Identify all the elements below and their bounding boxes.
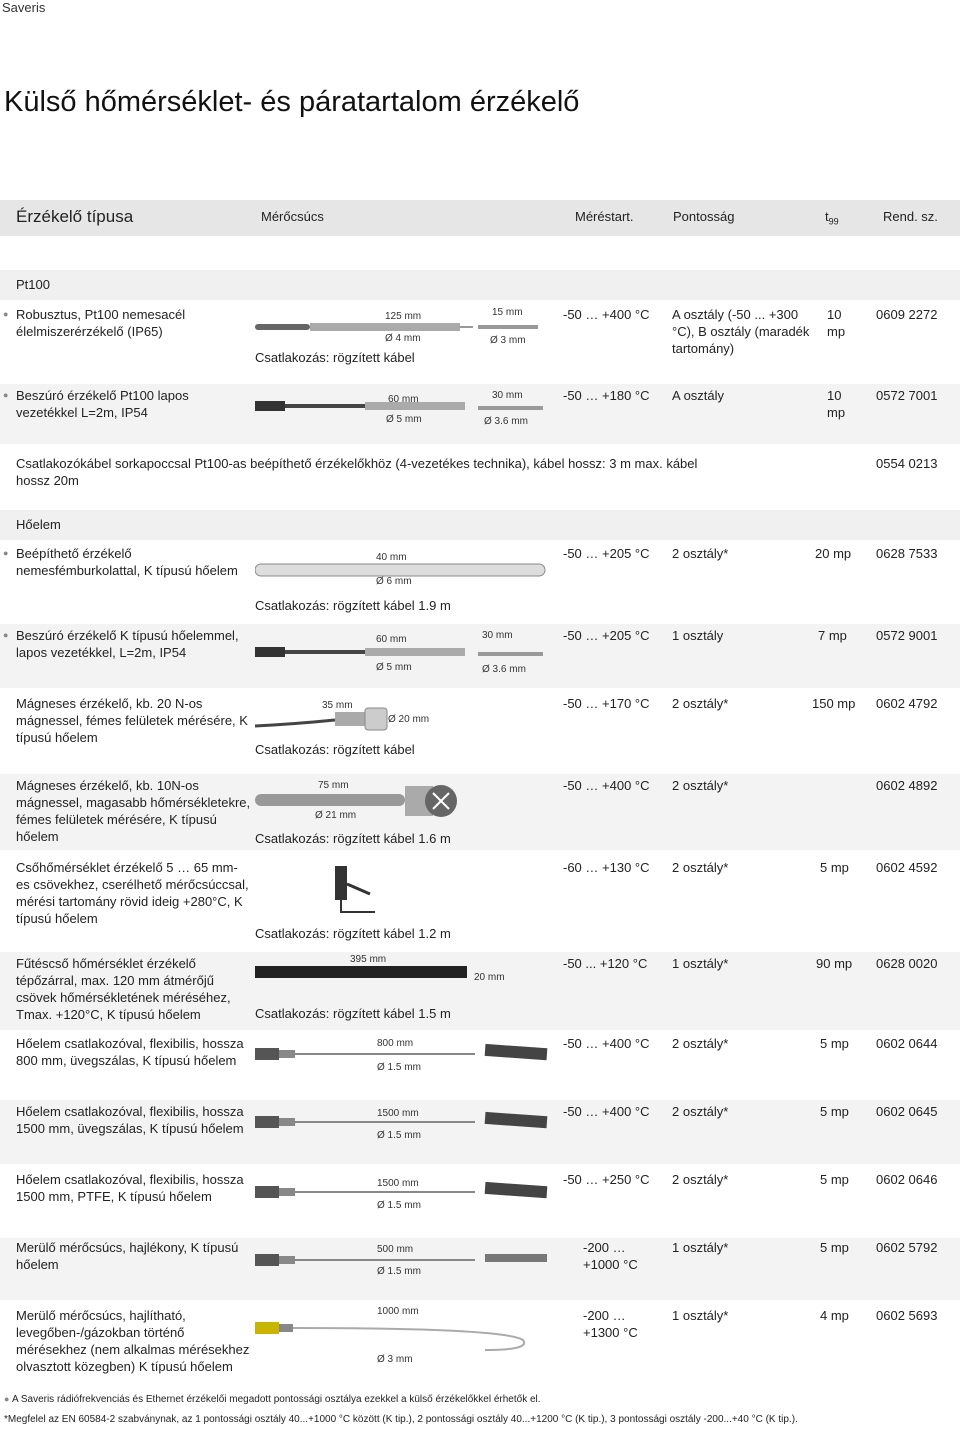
dim-diameter: Ø 1.5 mm xyxy=(377,1266,421,1277)
dim-diameter: Ø 1.5 mm xyxy=(377,1200,421,1211)
response-time: 5 mp xyxy=(820,1104,849,1119)
page-title: Külső hőmérséklet- és páratartalom érzékelő xyxy=(4,86,580,118)
order-number: 0602 5693 xyxy=(876,1308,938,1323)
accuracy: 1 osztály* xyxy=(672,1240,729,1255)
measuring-range: -50 … +400 °C xyxy=(563,1104,650,1119)
response-time: 5 mp xyxy=(820,1172,849,1187)
row-name: Fűtéscső hőmérséklet érzékelő tépőzárral, max. 120 mm átmérőjű csövek hőmérsékletének méréséhez, Tmax. +120°C, K típusú hőelem xyxy=(16,956,231,1022)
dim-diameter: Ø 20 mm xyxy=(388,714,430,725)
connection-label: Csatlakozás: rögzített kábel 1.6 m xyxy=(255,831,451,846)
order-number: 0628 7533 xyxy=(876,546,938,561)
table-row xyxy=(0,542,960,618)
probe-image xyxy=(255,396,470,416)
measuring-range: -50 … +400 °C xyxy=(563,778,650,793)
dim-diameter: Ø 1.5 mm xyxy=(377,1062,421,1073)
table-row xyxy=(0,1100,960,1164)
brand-label: Saveris xyxy=(2,0,46,15)
probe-image xyxy=(255,317,475,337)
header-range: Méréstart. xyxy=(575,209,634,224)
row-name: Hőelem csatlakozóval, flexibilis, hossza 1500 mm, üvegszálas, K típusú hőelem xyxy=(16,1104,244,1136)
row-name: Mágneses érzékelő, kb. 10N-os mágnessel, magasabb hőmérsékletekre, fémes felületek mérésére, K típusú hőelem xyxy=(16,778,251,844)
accuracy: 2 osztály* xyxy=(672,1172,729,1187)
wifi-dot-icon: ● xyxy=(3,548,9,558)
row-name: Csatlakozókábel sorkapoccsal Pt100-as beépíthető érzékelőkhöz (4-vezetékes technika), kábel hossz: 3 m max. kábel hossz 20m xyxy=(16,456,698,488)
table-row xyxy=(0,694,960,764)
dim-strap-width: 20 mm xyxy=(474,972,505,983)
table-row xyxy=(0,952,960,1030)
table-row xyxy=(0,624,960,688)
header-order: Rend. sz. xyxy=(883,209,938,224)
wifi-dot-icon: ● xyxy=(3,309,9,319)
measuring-range: -50 … +250 °C xyxy=(563,1172,650,1187)
dim-diameter: Ø 21 mm xyxy=(315,810,357,821)
accuracy: 2 osztály* xyxy=(672,696,729,711)
order-number: 0628 0020 xyxy=(876,956,938,971)
accuracy: A osztály xyxy=(672,388,725,403)
dim-length: 35 mm xyxy=(322,700,353,711)
dim-tip-length: 30 mm xyxy=(492,390,523,401)
measuring-range: -60 … +130 °C xyxy=(563,860,650,875)
measuring-range: -50 … +205 °C xyxy=(563,546,650,561)
measuring-range: -50 ... +120 °C xyxy=(563,956,648,971)
measuring-range: -50 … +180 °C xyxy=(563,388,650,403)
order-number: 0554 0213 xyxy=(876,456,938,471)
order-number: 0602 4592 xyxy=(876,860,938,875)
dim-diameter: Ø 5 mm xyxy=(386,414,422,425)
dim-length: 125 mm xyxy=(385,311,422,322)
connection-label: Csatlakozás: rögzített kábel 1.9 m xyxy=(255,598,451,613)
order-number: 0602 4792 xyxy=(876,696,938,711)
measuring-range: -200 … +1000 °C xyxy=(583,1240,638,1272)
measuring-range: -50 … +400 °C xyxy=(563,1036,650,1051)
header-accuracy: Pontosság xyxy=(673,209,735,224)
accuracy: 2 osztály* xyxy=(672,1036,729,1051)
row-name: ● Beszúró érzékelő Pt100 lapos vezetékkel L=2m, IP54 xyxy=(3,388,189,420)
probe-image xyxy=(255,966,470,978)
dim-diameter: Ø 4 mm xyxy=(385,333,421,344)
row-name: ● Robusztus, Pt100 nemesacél élelmiszerérzékelő (IP65) xyxy=(3,307,186,339)
measuring-range: -50 … +170 °C xyxy=(563,696,650,711)
probe-image xyxy=(255,782,465,822)
order-number: 0602 0646 xyxy=(876,1172,938,1187)
connection-label: Csatlakozás: rögzített kábel xyxy=(255,350,415,365)
table-row xyxy=(0,1306,960,1382)
measuring-range: -50 … +400 °C xyxy=(563,307,650,322)
probe-tip-image xyxy=(478,323,548,331)
dim-diameter: Ø 1.5 mm xyxy=(377,1130,421,1141)
response-time: 5 mp xyxy=(820,1240,849,1255)
footnote-standard: *Megfelel az EN 60584-2 szabványnak, az 1 pontossági osztály 40...+1000 °C között (K tip.), 2 pontossági osztály 40...+1200 °C (K tip.), 3 pontossági osztály -200...+40 °C (K tip.). xyxy=(4,1414,798,1425)
table-row xyxy=(0,1170,960,1234)
row-name: Hőelem csatlakozóval, flexibilis, hossza 1500 mm, PTFE, K típusú hőelem xyxy=(16,1172,244,1204)
dim-diameter: Ø 6 mm xyxy=(376,576,412,587)
probe-tip-image xyxy=(478,650,553,658)
table-row xyxy=(0,303,960,371)
header-type: Érzékelő típusa xyxy=(16,207,134,226)
dim-length: 395 mm xyxy=(350,954,387,965)
section-thermocouple: Hőelem xyxy=(0,510,960,540)
order-number: 0602 0644 xyxy=(876,1036,938,1051)
probe-image xyxy=(255,1316,555,1356)
table-row xyxy=(0,774,960,850)
dim-length: 1500 mm xyxy=(377,1178,419,1189)
table-header xyxy=(0,200,960,236)
dim-tip-diameter: Ø 3.6 mm xyxy=(482,664,526,675)
dim-length: 1500 mm xyxy=(377,1108,419,1119)
response-time: 7 mp xyxy=(818,628,847,643)
accuracy: 2 osztály* xyxy=(672,1104,729,1119)
accuracy: 1 osztály xyxy=(672,628,724,643)
response-time: 10 mp xyxy=(827,307,846,339)
probe-image xyxy=(255,642,470,662)
order-number: 0572 7001 xyxy=(876,388,938,403)
order-number: 0572 9001 xyxy=(876,628,938,643)
response-time: 150 mp xyxy=(812,696,856,711)
row-name: ● Beépíthető érzékelő nemesfémburkolattal, K típusú hőelem xyxy=(3,546,238,578)
row-name: Merülő mérőcsúcs, hajlékony, K típusú hőelem xyxy=(16,1240,239,1272)
dim-tip-diameter: Ø 3.6 mm xyxy=(484,416,528,427)
dim-length: 800 mm xyxy=(377,1038,414,1049)
dim-length: 60 mm xyxy=(388,394,419,405)
table-row xyxy=(0,384,960,444)
wifi-dot-icon: ● xyxy=(3,630,9,640)
order-number: 0609 2272 xyxy=(876,307,938,322)
accuracy: 1 osztály* xyxy=(672,1308,729,1323)
row-name: Hőelem csatlakozóval, flexibilis, hossza 800 mm, üvegszálas, K típusú hőelem xyxy=(16,1036,244,1068)
table-row xyxy=(0,452,960,492)
row-name: ● Beszúró érzékelő K típusú hőelemmel, lapos vezetékkel, L=2m, IP54 xyxy=(3,628,239,660)
row-name: Merülő mérőcsúcs, hajlítható, levegőben-/gázokban történő mérésekhez (nem alkalmas mérésekhez olvasztott közegben) K típusú hőelem xyxy=(16,1308,250,1374)
dim-tip-length: 15 mm xyxy=(492,307,523,318)
connection-label: Csatlakozás: rögzített kábel 1.2 m xyxy=(255,926,451,941)
order-number: 0602 5792 xyxy=(876,1240,938,1255)
dim-tip-length: 30 mm xyxy=(482,630,513,641)
dim-length: 60 mm xyxy=(376,634,407,645)
header-t99: $t_{99}$ xyxy=(825,209,839,227)
table-row xyxy=(0,856,960,948)
probe-tip-image xyxy=(478,404,553,412)
dim-length: 1000 mm xyxy=(377,1306,419,1317)
dim-length: 40 mm xyxy=(376,552,407,563)
dim-diameter: Ø 3 mm xyxy=(377,1354,413,1365)
response-time: 5 mp xyxy=(820,860,849,875)
header-probe: Mérőcsúcs xyxy=(261,209,324,224)
response-time: 10 mp xyxy=(827,388,846,420)
dim-tip-diameter: Ø 3 mm xyxy=(490,335,526,346)
accuracy: 1 osztály* xyxy=(672,956,729,971)
accuracy: 2 osztály* xyxy=(672,860,729,875)
row-name: Csőhőmérséklet érzékelő 5 … 65 mm-es csövekhez, cserélhető mérőcsúccsal, mérési tartomány rövid ideig +280°C, K típusú hőelem xyxy=(16,860,249,926)
order-number: 0602 4892 xyxy=(876,778,938,793)
accuracy: 2 osztály* xyxy=(672,778,729,793)
probe-image xyxy=(330,864,380,919)
section-pt100: Pt100 xyxy=(0,270,960,300)
dim-length: 75 mm xyxy=(318,780,349,791)
table-row xyxy=(0,1034,960,1094)
connection-label: Csatlakozás: rögzített kábel xyxy=(255,742,415,757)
response-time: 4 mp xyxy=(820,1308,849,1323)
dim-diameter: Ø 5 mm xyxy=(376,662,412,673)
accuracy: A osztály (-50 ... +300 °C), B osztály (maradék tartomány) xyxy=(672,307,810,356)
measuring-range: -50 … +205 °C xyxy=(563,628,650,643)
wifi-dot-icon: ● xyxy=(4,1394,12,1404)
response-time: 5 mp xyxy=(820,1036,849,1051)
accuracy: 2 osztály* xyxy=(672,546,729,561)
row-name: Mágneses érzékelő, kb. 20 N-os mágnessel, fémes felületek mérésére, K típusú hőelem xyxy=(16,696,248,745)
table-row xyxy=(0,1238,960,1300)
connection-label: Csatlakozás: rögzített kábel 1.5 m xyxy=(255,1006,451,1021)
dim-length: 500 mm xyxy=(377,1244,414,1255)
measuring-range: -200 … +1300 °C xyxy=(583,1308,638,1340)
response-time: 90 mp xyxy=(816,956,853,971)
footnote-wireless: ● A Saveris rádiófrekvenciás és Ethernet érzékelői megadott pontossági osztálya ezekkel a külső érzékelőkkel érhetők el. xyxy=(4,1394,541,1405)
order-number: 0602 0645 xyxy=(876,1104,938,1119)
wifi-dot-icon: ● xyxy=(3,390,9,400)
response-time: 20 mp xyxy=(815,546,852,561)
